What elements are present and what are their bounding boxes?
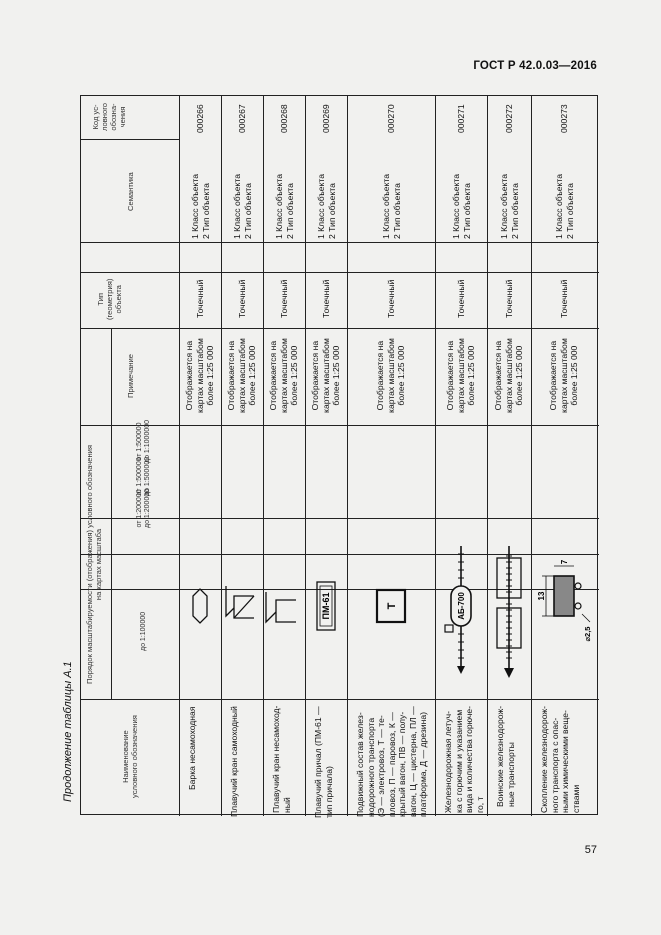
- row-semantics-line: 1 Класс объекта: [498, 173, 509, 239]
- row-note-line: более 1:25 000: [331, 345, 341, 406]
- row-name-line: Скопление железнодорож-: [539, 706, 549, 813]
- row-name-line: ка с горючим и указанием: [453, 709, 464, 813]
- row-note-line: Отображается на: [445, 340, 455, 410]
- row-name-line: Подвижный состав желез-: [354, 712, 365, 817]
- row-note-line: Отображается на: [184, 340, 194, 410]
- header-note-line: Примечание: [125, 354, 135, 398]
- row-name-line: ного транспорта с опас-: [549, 717, 560, 813]
- row-note-line: более 1:25 000: [289, 345, 299, 406]
- row-name-line: (Э — электровоз, Т — те-: [375, 715, 386, 817]
- fuel-train-label: АБ-700: [457, 592, 466, 620]
- table-caption: Продолжение таблицы А.1: [62, 661, 74, 802]
- row-semantics-line: 1 Класс объекта: [273, 173, 284, 239]
- row-name-line: ствами: [570, 784, 581, 813]
- row-code-line: 000268: [278, 103, 289, 133]
- row-name-line: Железнодорожная летуч-: [443, 711, 453, 813]
- row-semantics-line: 2 Тип объекта: [391, 182, 401, 239]
- row-note-line: картах масштабом: [385, 337, 396, 413]
- row-note-line: более 1:25 000: [247, 345, 257, 406]
- row-name-line: ные транспорты: [505, 742, 516, 807]
- row-code-line: 000272: [503, 103, 514, 133]
- row-note-line: более 1:25 000: [514, 345, 524, 406]
- row-name-line: крытый вагон, ПВ — полу-: [396, 711, 407, 817]
- row-code-line: 000270: [385, 103, 396, 133]
- pier-symbol: [317, 582, 335, 630]
- header-scale-1-line: до 1:100000: [140, 611, 147, 651]
- page-number: 57: [584, 844, 597, 856]
- dimension-label: 13: [537, 591, 546, 601]
- row-semantics-line: 2 Тип объекта: [564, 182, 574, 239]
- header-scale-group-line: Порядок масштабируемости (отображения) условного обозначения: [85, 444, 94, 684]
- row-name-line: Плавучий кран несамоход-: [271, 705, 281, 813]
- row-semantics-line: 2 Тип объекта: [509, 182, 519, 239]
- row-code-line: 000266: [194, 103, 205, 133]
- header-code-line: Код ус-: [91, 104, 100, 130]
- header-name-line: Наименование: [121, 729, 130, 783]
- crane_self-symbol: [226, 586, 254, 618]
- rotated-table: [80, 95, 598, 818]
- header-code-line: ловного: [100, 102, 109, 131]
- row-semantics-line: 2 Тип объекта: [284, 182, 294, 239]
- row-note-line: Отображается на: [548, 340, 558, 410]
- row-geometry-type-line: Точечный: [455, 279, 466, 318]
- row-name-line: Барка несамоходная: [186, 706, 197, 790]
- header-name-line: условного обозначения: [130, 714, 139, 798]
- row-note-line: картах масштабом: [236, 337, 247, 413]
- row-note-line: картах масштабом: [558, 337, 569, 413]
- row-geometry-type-line: Точечный: [385, 279, 396, 318]
- row-semantics-line: 1 Класс объекта: [315, 173, 326, 239]
- header-scale-2-line: от 1:200000: [136, 488, 143, 527]
- rolling-stock-label: Т: [386, 602, 398, 610]
- row-name-line: нодорожного транспорта: [365, 717, 376, 817]
- row-geometry-type-line: Точечный: [194, 279, 205, 318]
- row-note-line: более 1:25 000: [466, 345, 476, 406]
- row-semantics-line: 1 Класс объекта: [553, 173, 564, 239]
- row-code-line: 000269: [320, 103, 331, 133]
- barge-symbol: [193, 589, 207, 623]
- row-semantics-line: 2 Тип объекта: [461, 182, 471, 239]
- row-name-line: вида и количества горюче-: [464, 705, 474, 813]
- military_transport-symbol: [497, 546, 521, 678]
- pier-label: ПМ-61: [321, 592, 331, 620]
- row-note-line: Отображается на: [375, 340, 385, 410]
- rolling_stock-symbol: [377, 590, 405, 622]
- standard-number: ГОСТ Р 42.0.03—2016: [473, 60, 597, 72]
- row-name-line: вагон, Ц — цистерна, ПЛ —: [407, 706, 418, 817]
- row-note-line: картах масштабом: [320, 337, 331, 413]
- row-note-line: картах масштабом: [455, 337, 466, 413]
- row-note-line: Отображается на: [226, 340, 236, 410]
- header-scale-4-line: от 1:500000: [136, 421, 143, 461]
- dimension-label: ⌀2,5: [583, 626, 592, 642]
- row-code-line: 000267: [236, 103, 247, 133]
- row-semantics-line: 2 Тип объекта: [242, 182, 252, 239]
- row-geometry-type-line: Точечный: [278, 279, 289, 318]
- symbol-layer: [81, 96, 599, 816]
- header-code-line: чения: [118, 106, 127, 128]
- row-name-line: Плавучий кран самоходный: [228, 706, 239, 817]
- header-scale-2-line: до 1:200000: [144, 488, 151, 528]
- row-note-line: Отображается на: [493, 340, 503, 410]
- row-name-line: го, т: [474, 796, 485, 813]
- row-geometry-type-line: Точечный: [320, 279, 331, 318]
- header-scale-3-line: от 1:500000: [136, 456, 143, 495]
- crane_nonself-symbol: [266, 592, 296, 622]
- row-note-line: более 1:25 000: [205, 345, 215, 406]
- row-name-line: ный: [281, 797, 292, 813]
- row-name-line: Воинские железнодорож-: [495, 705, 505, 807]
- header-type-line: Тип: [95, 292, 105, 306]
- row-name-line: пловоз, П — паровоз, К —: [386, 712, 397, 817]
- row-geometry-type-line: Точечный: [503, 279, 514, 318]
- header-code-line: обозна-: [109, 103, 118, 131]
- header-scale-4-line: до 1:1000000: [144, 419, 151, 463]
- header-type-line: (геометрия): [104, 278, 114, 320]
- row-semantics-line: 1 Класс объекта: [189, 173, 200, 239]
- row-geometry-type-line: Точечный: [236, 279, 247, 318]
- row-name-line: ными химическими веще-: [560, 710, 570, 813]
- row-note-line: картах масштабом: [503, 337, 514, 413]
- row-note-line: более 1:25 000: [569, 345, 579, 406]
- row-code-line: 000271: [455, 103, 466, 133]
- header-scale-3-line: до 1:500000: [144, 456, 151, 496]
- row-name-line: тип причала): [323, 766, 334, 818]
- row-note-line: более 1:25 000: [396, 345, 406, 406]
- row-geometry-type-line: Точечный: [558, 279, 569, 318]
- fuel_train-symbol: [445, 546, 471, 674]
- row-semantics-line: 1 Класс объекта: [380, 173, 391, 239]
- row-semantics-line: 2 Тип объекта: [326, 182, 336, 239]
- row-semantics-line: 1 Класс объекта: [231, 173, 242, 239]
- header-semantics-line: Семантика: [125, 171, 135, 211]
- chem_cluster-symbol: [537, 559, 592, 641]
- row-note-line: Отображается на: [268, 340, 278, 410]
- row-name-line: Плавучий причал (ПМ-61 —: [313, 706, 323, 818]
- row-note-line: картах масштабом: [278, 337, 289, 413]
- header-scale-group-line: на картах масштаба: [94, 528, 103, 600]
- row-code-line: 000273: [558, 103, 569, 133]
- dimension-label: 7: [560, 559, 569, 565]
- header-type-line: объекта: [113, 284, 123, 313]
- row-note-line: Отображается на: [310, 340, 320, 410]
- row-semantics-line: 1 Класс объекта: [450, 173, 461, 239]
- row-semantics-line: 2 Тип объекта: [200, 182, 210, 239]
- row-note-line: картах масштабом: [194, 337, 205, 413]
- row-name-line: платформа, Д — дрезина): [417, 712, 428, 817]
